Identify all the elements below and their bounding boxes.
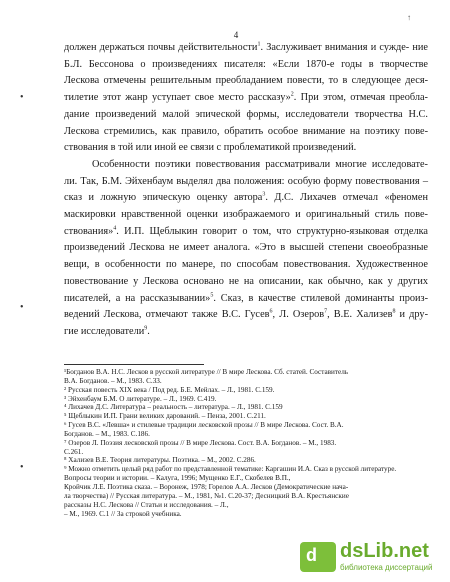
main-text [64,40,428,341]
dslib-watermark[interactable] [300,540,446,576]
footnote-line: ⁶ Гусев В.С. «Левша» и стилевые традиции лесковской прозы // В мире Лескова. Сост. В.А. [64,421,344,430]
footnote-line: Богданов. – М., 1983. С.186. [64,429,150,438]
text-line: и дру- [395,309,429,321]
dslib-logo-icon [300,542,336,572]
footnotes [64,368,424,518]
text-line: должен держаться почвы действительности [64,42,258,53]
page-number: 4 [233,30,239,40]
text-line: . Д.С. Лихачев отмечал «феномен [265,192,428,204]
text-line: – сказ и ложную эпическую оценку автора [64,175,428,204]
text-line: . [147,325,150,337]
watermark-title: dsLib.net [340,540,429,562]
margin-mark: • [20,462,24,473]
text-line: ведений Лескова, отмечают также В.С. Гусев [64,309,270,321]
text-line: маскировки нравственной оценки изображаемого и оригинальный стиль пове- [64,209,428,221]
footnote-line: ⁵ Щеблыкин И.П. Грани великих дарований. – Пенза, 2001. С.211. [64,412,266,421]
footnote-line: ⁴ Лихачев Д.С. Литература – реальность – литература. – Л., 1981. С.159 [64,403,283,412]
footnote-line: ¹Богданов В.А. Н.С. Лесков в русской литературе // В мире Лескова. Сб. статей. Составитель [64,368,349,376]
text-line: ние Б.Л. Бессонова о произведениях писателя: «Если 1870-е годы в творчестве [64,42,428,70]
footnote-line: ⁹ Можно отметить целый ряд работ по представленной тематике: Каргашин И.А. Сказ в русской литературе. Вопросы теории и истории. – Калуга, 1996; Мущенко Е.Г., Скобелев В.П., [64,465,397,483]
text-line: Лескова стремились, как правило, обратить особое внимание на поэтику пове- [64,125,428,137]
footnote-line: ³ Эйхенбаум Б.М. О литературе. – Л., 1969. С.419. [64,394,217,403]
text-line: произведений Лескова не имеет аналога. «Это в высшей степени своеобразные [64,242,428,254]
text-line: вещи, в особенности по манере, по способам повествования. Художественное [64,259,428,271]
footnote-ref[interactable]: 8 [392,308,396,315]
logo-letter: d [306,545,317,565]
footnote-divider [64,364,204,365]
footnote-line: Кройчик Л.Е. Поэтика сказа. – Воронеж, 1978; Горелов А.А. Лесков (Демократические нача- [64,482,349,491]
footnote-ref[interactable]: 6 [269,308,273,315]
text-line: повествование у Лескова основано не на описании, как обычно, как у других [64,275,428,287]
text-line: . И.П. Щеблыкин говорит о том, что структурно-языковая отделка [116,225,428,237]
text-line: . Заслуживает внимания и сужде- [260,42,410,53]
footnote-ref[interactable]: 5 [210,292,214,299]
text-line: писателей, а на рассказывании» [64,292,211,304]
text-line: дание произведений малой эпической формы, исследователи творчества Н.С. [64,108,428,120]
text-line: Лескова отмечены решительным преобладанием повести, то в следующее деся- [64,75,428,87]
text-line: , Л. Озеров [272,309,325,321]
corner-arrow-mark: ↑ [407,13,411,22]
margin-mark: • [20,302,24,313]
text-line: Особенности поэтики повествования рассматривали многие исследовате- [92,158,428,170]
footnote-ref[interactable]: 1 [257,41,261,48]
text-line: ли. Так, Б.М. Эйхенбаум выделял два положения: особую форму повествования [64,175,420,187]
margin-mark: • [20,92,24,103]
text-line: . При этом, отмечая преобла- [293,92,428,104]
footnote-ref[interactable]: 4 [113,225,117,232]
footnote-line: ² Русская повесть XIX века / Под ред. Б.Е. Мейлах. – Л., 1981. С.159. [64,385,275,394]
footnote-line: ⁷ Озеров Л. Поэзия лесковской прозы // В мире Лескова. Сост. В.А. Богданов. – М., 1983. [64,438,337,447]
footnote-line: ла творчества) // Русская литература. – М., 1981, №1. С.20-37; Десницкий В.А. Крестьянские [64,491,349,500]
paragraph-1 [64,40,428,157]
footnote-line: В.А. Богданов. – М., 1983. С.33. [64,376,162,385]
text-line: гие исследователи [64,325,145,337]
footnote-ref[interactable]: 9 [144,325,148,332]
watermark-subtitle: библиотека диссертаций [340,563,433,572]
footnote-line: рассказы Н.С. Лескова // Статьи и исследования. – Л., [64,500,229,509]
footnote-ref[interactable]: 2 [290,91,294,98]
footnote-line: С.261. [64,447,84,456]
footnote-ref[interactable]: 3 [262,191,266,198]
text-line: , В.Е. Хализев [327,309,393,321]
text-line: . Сказ, в качестве стилевой доминанты произ- [213,292,429,304]
footnote-ref[interactable]: 7 [324,308,328,315]
paragraph-2 [64,157,428,341]
text-line: тилетие этот жанр уступает свое место рассказу» [64,92,291,104]
footnote-line: ⁸ Хализев В.Е. Теория литературы. Поэтика. – М., 2002. С.286. [64,456,256,465]
text-line: ствования» [64,225,114,237]
footnote-line: – М., 1969. С.1 // За строкой учебника. [64,509,182,518]
text-line: ствования в той или иной ее связи с проблематикой произведений. [64,142,357,154]
